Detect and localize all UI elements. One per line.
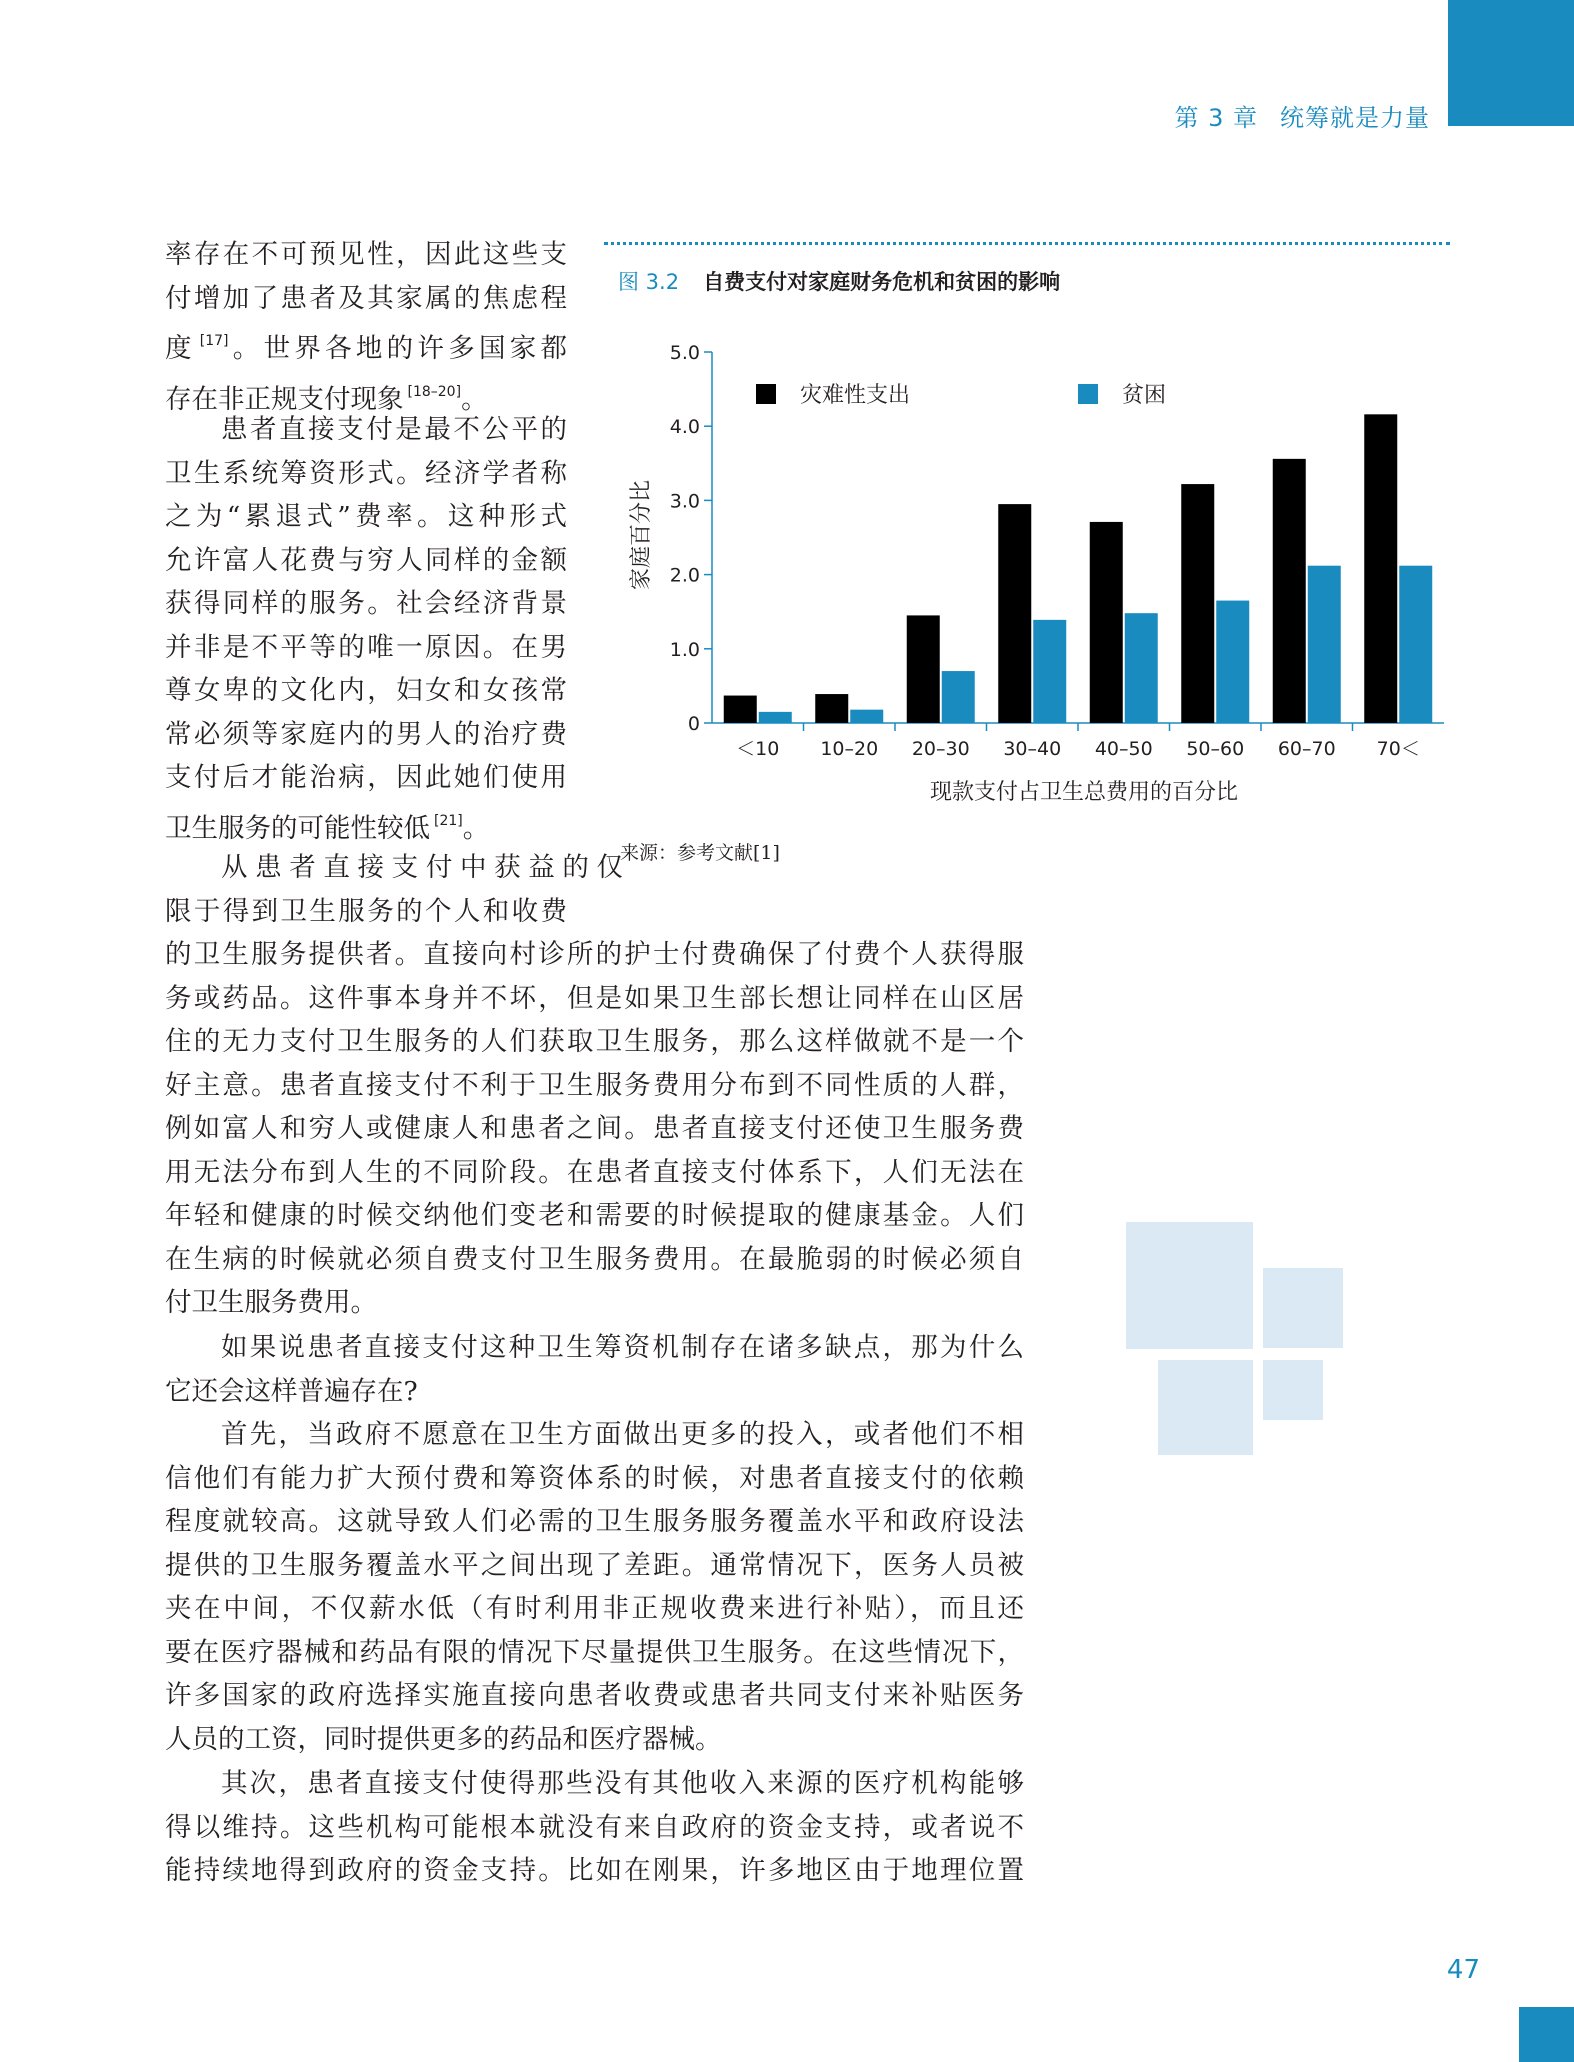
figure-dotted-rule xyxy=(604,242,1450,245)
text-line: 获得同样的服务。社会经济背景 xyxy=(165,588,567,619)
x-axis-label: 现款支付占卫生总费用的百分比 xyxy=(929,780,1239,805)
text-line: 付卫生服务费用。 xyxy=(165,1287,377,1318)
bar-catastrophic xyxy=(815,694,848,723)
text-line: 首先，当政府不愿意在卫生方面做出更多的投入，或者他们不相 xyxy=(221,1419,1024,1450)
paragraph-6 xyxy=(165,1762,1024,1893)
chart-bars xyxy=(724,414,1433,723)
legend-label: 贫困 xyxy=(1122,383,1167,408)
bar-poverty xyxy=(1216,601,1249,723)
text-line: 其次，患者直接支付使得那些没有其他收入来源的医疗机构能够 xyxy=(221,1768,1024,1799)
text-line: 好主意。患者直接支付不利于卫生服务费用分布到不同性质的人群， xyxy=(165,1069,1024,1101)
decorative-square xyxy=(1263,1360,1323,1420)
y-tick-label: 2.0 xyxy=(669,564,700,587)
text-line: 常必须等家庭内的男人的治疗费 xyxy=(165,718,567,750)
paragraph-2 xyxy=(165,408,567,850)
bar-catastrophic xyxy=(1090,522,1123,723)
decorative-square xyxy=(1158,1360,1253,1455)
text-line: 如果说患者直接支付这种卫生筹资机制存在诸多缺点，那为什么 xyxy=(221,1332,1024,1363)
text-line xyxy=(165,800,567,851)
text-line: 提供的卫生服务覆盖水平之间出现了差距。通常情况下，医务人员被 xyxy=(165,1549,1024,1581)
text-line: 患者直接支付是最不公平的 xyxy=(221,414,567,445)
citation-marker: [18–20] xyxy=(407,383,462,400)
chapter-number: 第 3 章 xyxy=(1174,104,1258,132)
bar-catastrophic xyxy=(724,696,757,723)
text-line: 付增加了患者及其家属的焦虑程 xyxy=(165,282,567,314)
text-line: 信他们有能力扩大预付费和筹资体系的时候，对患者直接支付的依赖 xyxy=(165,1462,1024,1494)
text-line: 年轻和健康的时候交纳他们变老和需要的时候提取的健康基金。人们 xyxy=(165,1200,1024,1231)
y-tick-label: 0 xyxy=(687,713,700,735)
x-tick-label: 70＜ xyxy=(1376,738,1420,760)
y-tick-label: 3.0 xyxy=(669,490,700,513)
text-line: 并非是不平等的唯一原因。在男 xyxy=(165,631,567,663)
paragraph-1 xyxy=(165,233,567,421)
decorative-square xyxy=(1263,1268,1343,1348)
paragraph-3 xyxy=(165,846,1024,1325)
x-tick-label: 40–50 xyxy=(1094,738,1153,760)
text-fragment: 卫生服务的可能性较低 xyxy=(165,812,430,844)
text-line: 之为“累退式”费率。这种形式 xyxy=(165,501,567,532)
text-fragment: 度 xyxy=(165,333,196,364)
x-tick-label: 20–30 xyxy=(911,738,970,760)
paragraph-5 xyxy=(165,1413,1024,1761)
bar-chart xyxy=(604,320,1464,820)
figure-caption xyxy=(618,266,1060,296)
chart-legend xyxy=(756,383,1166,408)
corner-color-block-top xyxy=(1448,0,1574,126)
y-tick-label: 4.0 xyxy=(669,416,700,439)
bar-catastrophic xyxy=(1364,414,1397,723)
x-tick-label: 50–60 xyxy=(1186,738,1245,760)
bar-catastrophic xyxy=(1181,484,1214,723)
bar-catastrophic xyxy=(1273,459,1306,723)
figure-source: 来源：参考文献[1] xyxy=(620,842,780,864)
y-tick-label: 5.0 xyxy=(669,342,700,364)
corner-color-block-bottom xyxy=(1519,2007,1574,2062)
text-line: 率存在不可预见性，因此这些支 xyxy=(165,239,567,270)
bar-poverty xyxy=(1308,566,1341,723)
figure-number: 图 3.2 xyxy=(618,270,680,294)
paragraph-4 xyxy=(165,1326,1024,1413)
text-line: 限于得到卫生服务的个人和收费 xyxy=(165,895,567,927)
y-tick-labels xyxy=(670,342,700,735)
page-number: 47 xyxy=(1446,1955,1480,1985)
text-line: 尊女卑的文化内，妇女和女孩常 xyxy=(165,675,567,706)
text-line: 支付后才能治病，因此她们使用 xyxy=(165,762,567,793)
text-line: 住的无力支付卫生服务的人们获取卫生服务，那么这样做就不是一个 xyxy=(165,1026,1024,1057)
chapter-title: 统筹就是力量 xyxy=(1280,104,1430,132)
bar-catastrophic xyxy=(998,504,1031,723)
text-line: 得以维持。这些机构可能根本就没有来自政府的资金支持，或者说不 xyxy=(165,1811,1024,1843)
legend-swatch xyxy=(756,384,776,404)
citation-marker: [21] xyxy=(434,812,463,829)
text-line: 务或药品。这件事本身并不坏，但是如果卫生部长想让同样在山区居 xyxy=(165,982,1024,1014)
text-line: 它还会这样普遍存在? xyxy=(165,1375,418,1407)
text-line: 从患者直接支付中获益的仅 xyxy=(221,852,623,883)
text-line: 卫生系统筹资形式。经济学者称 xyxy=(165,457,567,489)
x-tick-label: 60–70 xyxy=(1277,738,1336,760)
text-line: 允许富人花费与穷人同样的金额 xyxy=(165,544,567,576)
bar-poverty xyxy=(942,671,975,723)
text-fragment: 。世界各地的许多国家都 xyxy=(228,333,568,364)
x-tick-label: 30–40 xyxy=(1003,738,1062,760)
y-axis-label: 家庭百分比 xyxy=(629,479,654,591)
text-fragment: 。 xyxy=(461,383,488,415)
text-line: 能持续地得到政府的资金支持。比如在刚果，许多地区由于地理位置 xyxy=(165,1855,1024,1886)
text-line: 例如富人和穷人或健康人和患者之间。患者直接支付还使卫生服务费 xyxy=(165,1113,1024,1144)
text-fragment: 。 xyxy=(462,812,490,844)
text-line: 人员的工资，同时提供更多的药品和医疗器械。 xyxy=(165,1723,722,1755)
legend-swatch xyxy=(1078,384,1098,404)
bar-poverty xyxy=(1399,566,1432,723)
bar-catastrophic xyxy=(907,615,940,723)
text-line: 程度就较高。这就导致人们必需的卫生服务服务覆盖水平和政府设法 xyxy=(165,1506,1024,1537)
y-tick-label: 1.0 xyxy=(669,638,700,661)
x-tick-labels xyxy=(736,738,1420,760)
running-header xyxy=(1150,98,1430,133)
text-line: 在生病的时候就必须自费支付卫生服务费用。在最脆弱的时候必须自 xyxy=(165,1243,1024,1275)
bar-poverty xyxy=(850,710,883,723)
text-fragment: 存在非正规支付现象 xyxy=(165,383,404,415)
x-tick-label: 10–20 xyxy=(820,738,879,760)
decorative-square xyxy=(1126,1222,1253,1349)
text-line: 要在医疗器械和药品有限的情况下尽量提供卫生服务。在这些情况下， xyxy=(165,1636,1024,1668)
citation-marker: [17] xyxy=(199,333,229,349)
text-line: 的卫生服务提供者。直接向村诊所的护士付费确保了付费个人获得服 xyxy=(165,939,1024,970)
text-line xyxy=(165,320,567,371)
figure-title: 自费支付对家庭财务危机和贫困的影响 xyxy=(703,270,1061,294)
bar-poverty xyxy=(1033,620,1066,723)
bar-poverty xyxy=(1125,613,1158,723)
bar-poverty xyxy=(759,712,792,723)
text-line: 许多国家的政府选择实施直接向患者收费或患者共同支付来补贴医务 xyxy=(165,1680,1024,1711)
legend-label: 灾难性支出 xyxy=(800,383,911,408)
text-line: 用无法分布到人生的不同阶段。在患者直接支付体系下，人们无法在 xyxy=(165,1156,1024,1188)
x-tick-label: ＜10 xyxy=(736,738,780,760)
text-line: 夹在中间，不仅薪水低（有时利用非正规收费来进行补贴），而且还 xyxy=(165,1593,1024,1624)
